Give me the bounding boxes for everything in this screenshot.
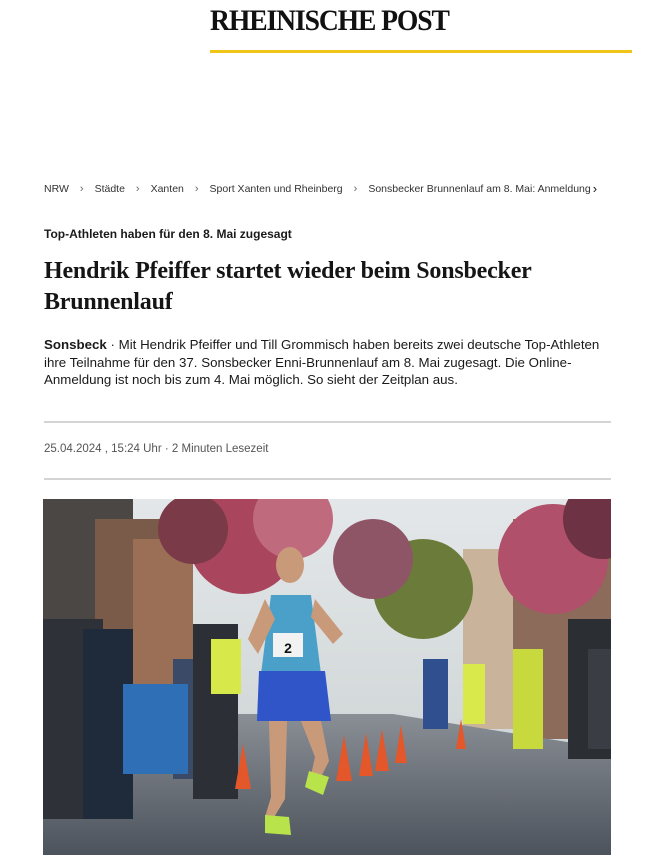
teaser-text: Mit Hendrik Pfeiffer und Till Grommisch haben bereits zwei deutsche Top-Athleten ihre Teilnahme für den 37. Sonsbecker Enni-Brunnenlauf am 8. Mai zugesagt. Die Online-Anmeldung ist noch bis zum 4. Mai möglich. So sieht der Zeitplan aus.: [44, 337, 600, 387]
chevron-right-icon: ›: [79, 182, 84, 195]
article-teaser: [44, 336, 614, 389]
brand-logo[interactable]: [210, 4, 632, 53]
runner-bib-number: 2: [284, 640, 292, 656]
hero-photo-illustration: [43, 499, 611, 855]
publish-date: 25.04.2024: [44, 443, 102, 455]
brand-accent-bar: [210, 50, 632, 53]
article-headline: Hendrik Pfeiffer startet wieder beim Sonsbecker Brunnenlauf: [44, 258, 532, 315]
breadcrumb-item-xanten[interactable]: Xanten: [150, 182, 184, 195]
chevron-right-icon: ›: [194, 182, 199, 195]
chevron-right-icon: ›: [353, 182, 358, 195]
teaser-separator: ·: [106, 337, 119, 352]
breadcrumb-item-staedte[interactable]: Städte: [94, 182, 125, 195]
reading-time: 2 Minuten Lesezeit: [171, 443, 269, 455]
brand-logo-text: RHEINISCHE POST: [210, 4, 449, 37]
breadcrumb-item-current[interactable]: Sonsbecker Brunnenlauf am 8. Mai: Anmeldung: [368, 182, 591, 195]
breadcrumb-scroll-right-icon[interactable]: ›: [592, 181, 598, 196]
breadcrumb-item-nrw[interactable]: NRW: [44, 182, 69, 195]
breadcrumb: [44, 181, 644, 196]
breadcrumb-item-sport[interactable]: Sport Xanten und Rheinberg: [209, 182, 343, 195]
divider-bottom: [44, 478, 611, 480]
hero-image[interactable]: [43, 499, 611, 855]
divider-top: [44, 421, 611, 423]
chevron-right-icon: ›: [135, 182, 140, 195]
article-meta: 25.04.2024 , 15:24 Uhr · 2 Minuten Lesezeit: [44, 443, 269, 455]
publish-time: 15:24 Uhr: [111, 443, 162, 455]
teaser-place: Sonsbeck: [44, 337, 107, 352]
article-kicker: Top-Athleten haben für den 8. Mai zugesagt: [44, 227, 292, 241]
